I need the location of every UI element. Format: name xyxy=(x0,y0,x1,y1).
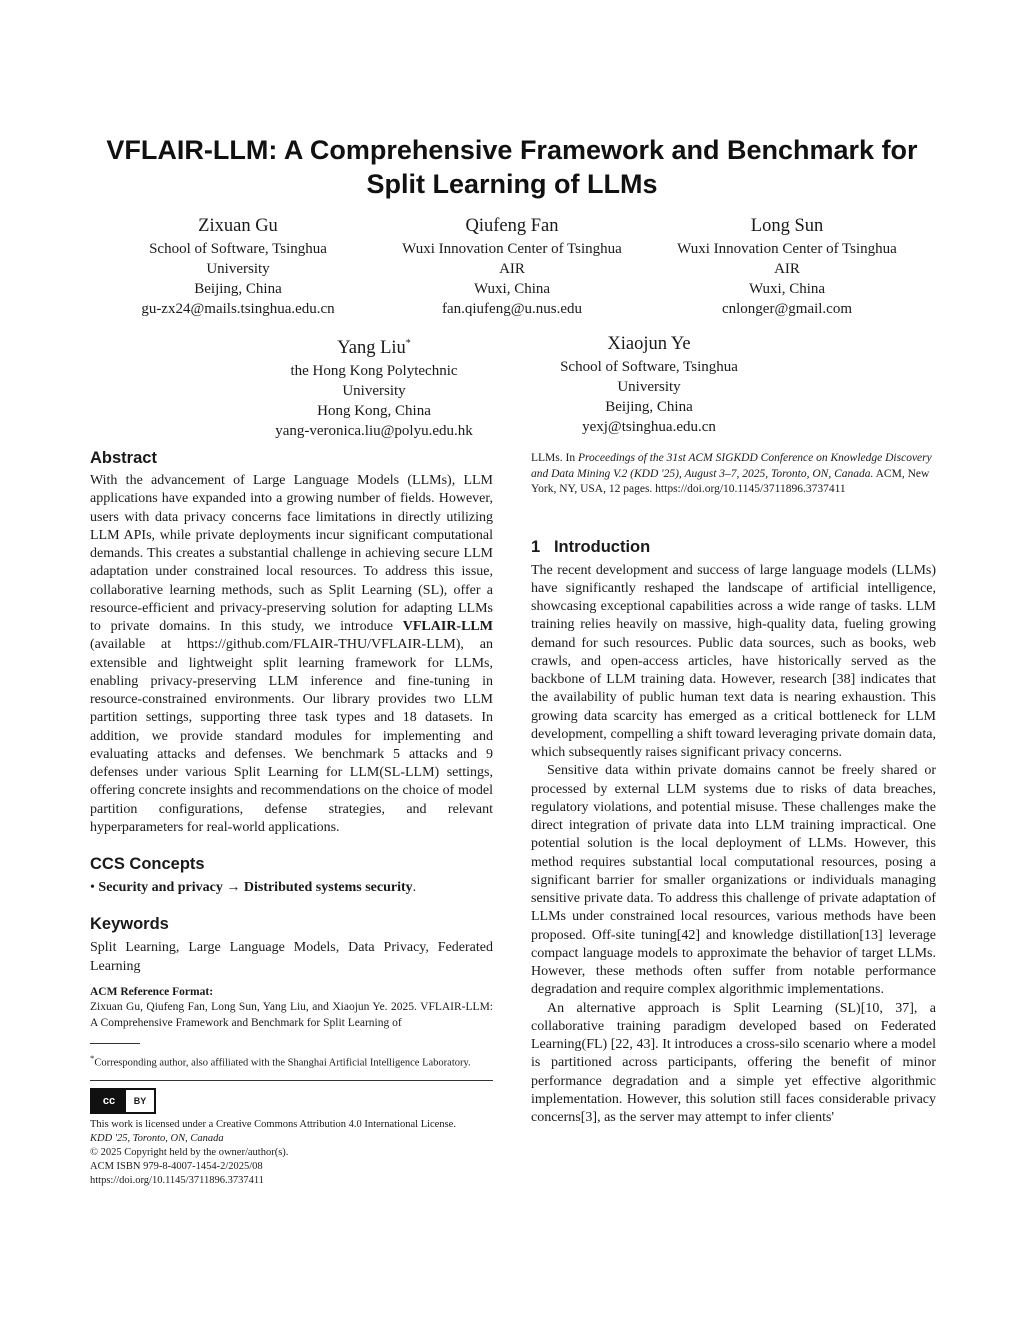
right-column xyxy=(531,451,936,1127)
acm-reference xyxy=(90,985,493,1032)
author-affiliation: University xyxy=(342,383,406,400)
acm-reference-continued: LLMs. In Proceedings of the 31st ACM SIGKDD Conference on Knowledge Discovery and Data Mining V.2 (KDD '25), August 3–7, 2025, Toronto, ON, Canada. ACM, New York, NY, USA, 12 pages. https://doi.org/10.1145/3711896.3737411 xyxy=(531,452,932,495)
author-location: Hong Kong, China xyxy=(317,403,431,420)
keywords-heading: Keywords xyxy=(90,915,169,934)
doi-link[interactable]: https://doi.org/10.1145/3711896.3737411 xyxy=(90,1174,264,1186)
author-affiliation: University xyxy=(617,379,681,395)
author-affiliation: School of Software, Tsinghua xyxy=(560,359,738,375)
paper-title xyxy=(60,133,964,201)
author-email[interactable]: yang-veronica.liu@polyu.edu.hk xyxy=(275,423,473,440)
ccs-heading: CCS Concepts xyxy=(90,855,205,873)
abstract-text: With the advancement of Large Language Models (LLMs), LLM applications have expanded into a growing number of fields. However, users with data privacy concerns face limitations in directly utilizing LLM APIs, while private deployments incur significant computational demands. This creates a substantial challenge in achieving secure LLM adaptation under constrained local resources. To address this issue, collaborative learning methods, such as Split Learning (SL), offer a resource-efficient and privacy-preserving solution for adapting LLMs to private domains. In this study, we introduce VFLAIR-LLM (available at https://github.com/FLAIR-THU/VFLAIR-LLM), an extensible and lightweight split learning framework for LLMs, enabling privacy-preserving LLM inference and fine-tuning in resource-constrained environments. Our library provides two LLM partition settings, supporting three task types and 18 datasets. In addition, we provide standard modules for implementing and evaluating attacks and defenses. We benchmark 5 attacks and 9 defenses under various Split Learning for LLM(SL-LLM) settings, offering concrete insights and recommendations on the choice of model partition configurations, defense strategies, and relevant hyperparameters for real-world applications. xyxy=(90,473,493,835)
author-affiliation: School of Software, Tsinghua xyxy=(149,241,327,257)
cc-icon: cc xyxy=(92,1090,126,1112)
cc-by-badge[interactable] xyxy=(90,1088,493,1114)
acm-reference-heading: ACM Reference Format: xyxy=(90,985,214,998)
author-name: Long Sun xyxy=(750,216,824,236)
intro-heading: 1 Introduction xyxy=(531,537,651,556)
author-affiliation: Wuxi Innovation Center of Tsinghua xyxy=(677,241,897,257)
keywords-text: Split Learning, Large Language Models, Data Privacy, Federated Learning xyxy=(90,940,493,974)
author-affiliation: the Hong Kong Polytechnic xyxy=(290,363,458,380)
intro-paragraph: Sensitive data within private domains cannot be freely shared or processed by external LLM systems due to risks of data breaches, regulatory violations, and potential misuse. These challenges make the direct integration of private data into LLM training impractical. One potential solution is the local deployment of LLMs. However, this method requires substantial local computational resources, posing a significant barrier for smaller organizations or individuals managing sensitive private data. To address this challenge of private adaptation of LLMs under constrained local resources, various methods have been proposed. Off-site tuning[42] and knowledge distillation[13] leverage compact language models to approximate the behavior of target LLMs. However, these methods often suffer from notable performance degradation and require complex algorithmic implementations. xyxy=(531,763,936,998)
framework-name: VFLAIR-LLM xyxy=(402,619,493,634)
author-affiliation: AIR xyxy=(774,261,800,277)
author-affiliation: Wuxi Innovation Center of Tsinghua xyxy=(402,241,622,257)
copyright: © 2025 Copyright held by the owner/author(s). xyxy=(90,1146,289,1158)
footnote: *Corresponding author, also affiliated with the Shanghai Artificial Intelligence Laboratory. xyxy=(90,1053,471,1069)
author-block xyxy=(377,213,647,319)
license-statement: This work is licensed under a Creative Commons Attribution 4.0 International License. xyxy=(90,1118,456,1130)
paper-title-line-2: Split Learning of LLMs xyxy=(366,169,658,199)
left-column xyxy=(90,447,493,1188)
author-location: Beijing, China xyxy=(605,399,693,415)
abstract-heading: Abstract xyxy=(90,449,157,467)
paper-title-line-1: VFLAIR-LLM: A Comprehensive Framework and Benchmark for xyxy=(106,135,918,165)
isbn: ACM ISBN 979-8-4007-1454-2/2025/08 xyxy=(90,1160,263,1172)
author-block xyxy=(118,213,358,319)
license-block xyxy=(90,1118,493,1188)
intro-paragraph: The recent development and success of large language models (LLMs) have significantly reshaped the landscape of artificial intelligence, showcasing exceptional capabilities across a wide range of tasks. LLM training relies heavily on massive, high-quality data, fueling growing demand for such resources. Public data sources, such as books, web crawls, and open-access articles, have historically served as the backbone of LLM training data. However, research [38] indicates that the availability of public human text data is nearing exhaustion. This growing data scarcity has emerged as a critical bottleneck for LLM development, compelling a shift toward leveraging private domain data, which subsequently raises significant privacy concerns. xyxy=(531,562,936,760)
license-divider xyxy=(90,1080,493,1081)
author-name: Zixuan Gu xyxy=(198,216,278,236)
author-block xyxy=(652,213,922,319)
intro-paragraph: An alternative approach is Split Learning (SL)[10, 37], a collaborative training paradigm developed based on Federated Learning(FL) [22, 43]. It introduces a cross-silo scenario where a model is partitioned across participants, offering the benefit of minor performance degradation and a simple yet effective algorithmic implementation. However, this solution still faces considerable privacy concerns[3], as the server may attempt to infer clients' xyxy=(531,1000,936,1125)
author-block xyxy=(254,331,494,441)
author-email[interactable]: yexj@tsinghua.edu.cn xyxy=(582,419,716,435)
author-name: Xiaojun Ye xyxy=(607,334,691,354)
author-location: Wuxi, China xyxy=(473,281,551,297)
author-location: Wuxi, China xyxy=(748,281,826,297)
footnote-marker: * xyxy=(405,338,411,349)
acm-reference-text: Zixuan Gu, Qiufeng Fan, Long Sun, Yang Liu, and Xiaojun Ye. 2025. VFLAIR-LLM: A Comprehensive Framework and Benchmark for Split Learning of xyxy=(90,1001,493,1029)
conference-name: KDD '25, Toronto, ON, Canada xyxy=(90,1132,224,1144)
author-name: Yang Liu* xyxy=(337,338,411,359)
author-email[interactable]: gu-zx24@mails.tsinghua.edu.cn xyxy=(141,301,335,317)
author-email[interactable]: cnlonger@gmail.com xyxy=(721,301,853,317)
ccs-concepts: • Security and privacy → Distributed systems security. xyxy=(90,880,417,895)
author-block xyxy=(529,331,769,437)
author-affiliation: University xyxy=(206,261,270,277)
footnote-divider xyxy=(90,1043,140,1044)
author-location: Beijing, China xyxy=(194,281,282,297)
author-name: Qiufeng Fan xyxy=(465,216,559,236)
by-icon: BY xyxy=(133,1095,147,1106)
author-affiliation: AIR xyxy=(499,261,525,277)
author-email[interactable]: fan.qiufeng@u.nus.edu xyxy=(441,301,583,317)
